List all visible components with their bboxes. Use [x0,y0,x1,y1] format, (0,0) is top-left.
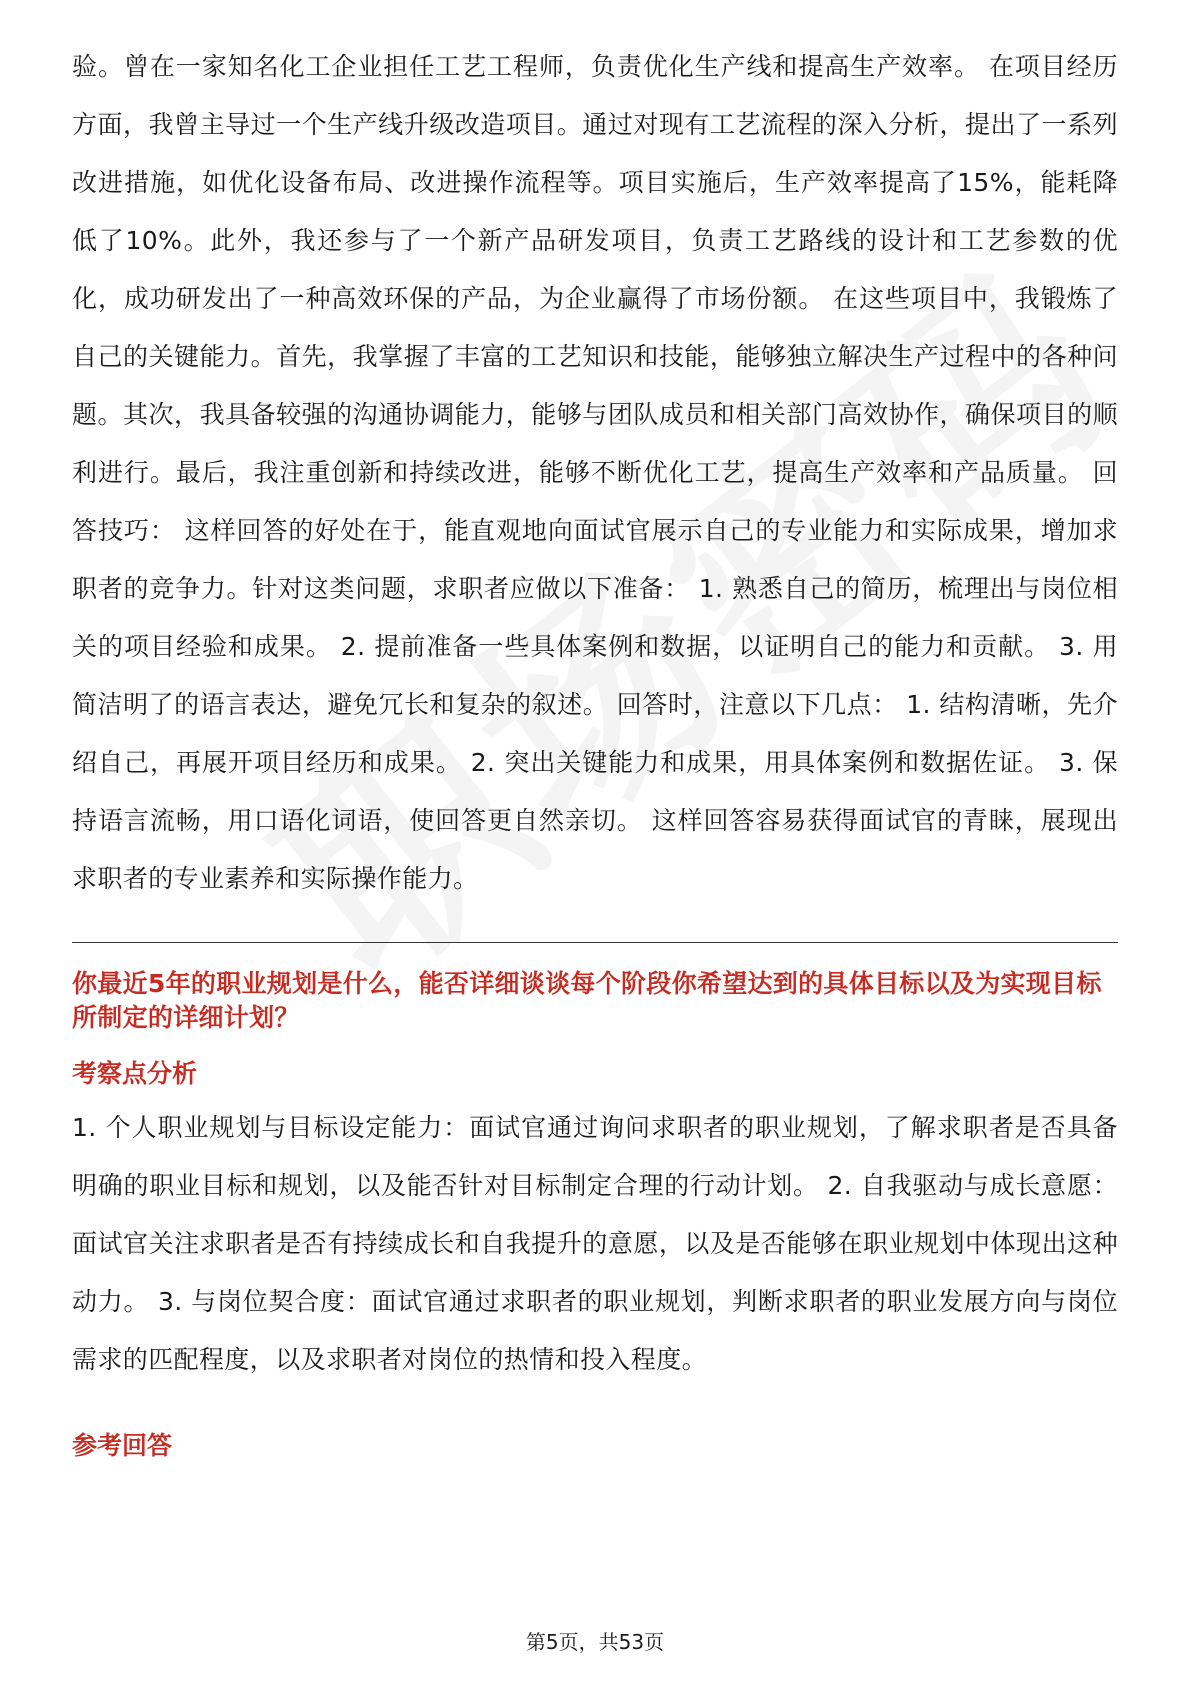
previous-answer-text: 验。曾在一家知名化工企业担任工艺工程师，负责优化生产线和提高生产效率。 在项目经历方面，我曾主导过一个生产线升级改造项目。通过对现有工艺流程的深入分析，提出了一系列改进措施，如优化设备布局、改进操作流程等。项目实施后，生产效率提高了15%，能耗降低了10%。此外，我还参与了一个新产品研发项目，负责工艺路线的设计和工艺参数的优化，成功研发出了一种高效环保的产品，为企业赢得了市场份额。 在这些项目中，我锻炼了自己的关键能力。首先，我掌握了丰富的工艺知识和技能，能够独立解决生产过程中的各种问题。其次，我具备较强的沟通协调能力，能够与团队成员和相关部门高效协作，确保项目的顺利进行。最后，我注重创新和持续改进，能够不断优化工艺，提高生产效率和产品质量。 回答技巧： 这样回答的好处在于，能直观地向面试官展示自己的专业能力和实际成果，增加求职者的竞争力。针对这类问题，求职者应做以下准备： 1. 熟悉自己的简历，梳理出与岗位相关的项目经验和成果。 2. 提前准备一些具体案例和数据，以证明自己的能力和贡献。 3. 用简洁明了的语言表达，避免冗长和复杂的叙述。 回答时，注意以下几点： 1. 结构清晰，先介绍自己，再展开项目经历和成果。 2. 突出关键能力和成果，用具体案例和数据佐证。 3. 保持语言流畅，用口语化词语，使回答更自然亲切。 这样回答容易获得面试官的青睐，展现出求职者的专业素养和实际操作能力。 [72,52,1118,893]
analysis-text: 1. 个人职业规划与目标设定能力：面试官通过询问求职者的职业规划，了解求职者是否具备明确的职业目标和规划，以及能否针对目标制定合理的行动计划。 2. 自我驱动与成长意愿：面试官关注求职者是否有持续成长和自我提升的意愿，以及是否能够在职业规划中体现出这种动力。 3. 与岗位契合度：面试官通过求职者的职业规划，判断求职者的职业发展方向与岗位需求的匹配程度，以及求职者对岗位的热情和投入程度。 [72,1113,1118,1374]
analysis-heading: 考察点分析 [72,1059,198,1088]
section-divider [72,942,1118,943]
question-heading: 你最近5年的职业规划是什么，能否详细谈谈每个阶段你希望达到的具体目标以及为实现目标所制定的详细计划？ [72,969,1102,1032]
page-number: 第5页，共53页 [525,1630,665,1654]
document-page [72,38,1118,1463]
reference-answer-heading: 参考回答 [72,1431,173,1460]
